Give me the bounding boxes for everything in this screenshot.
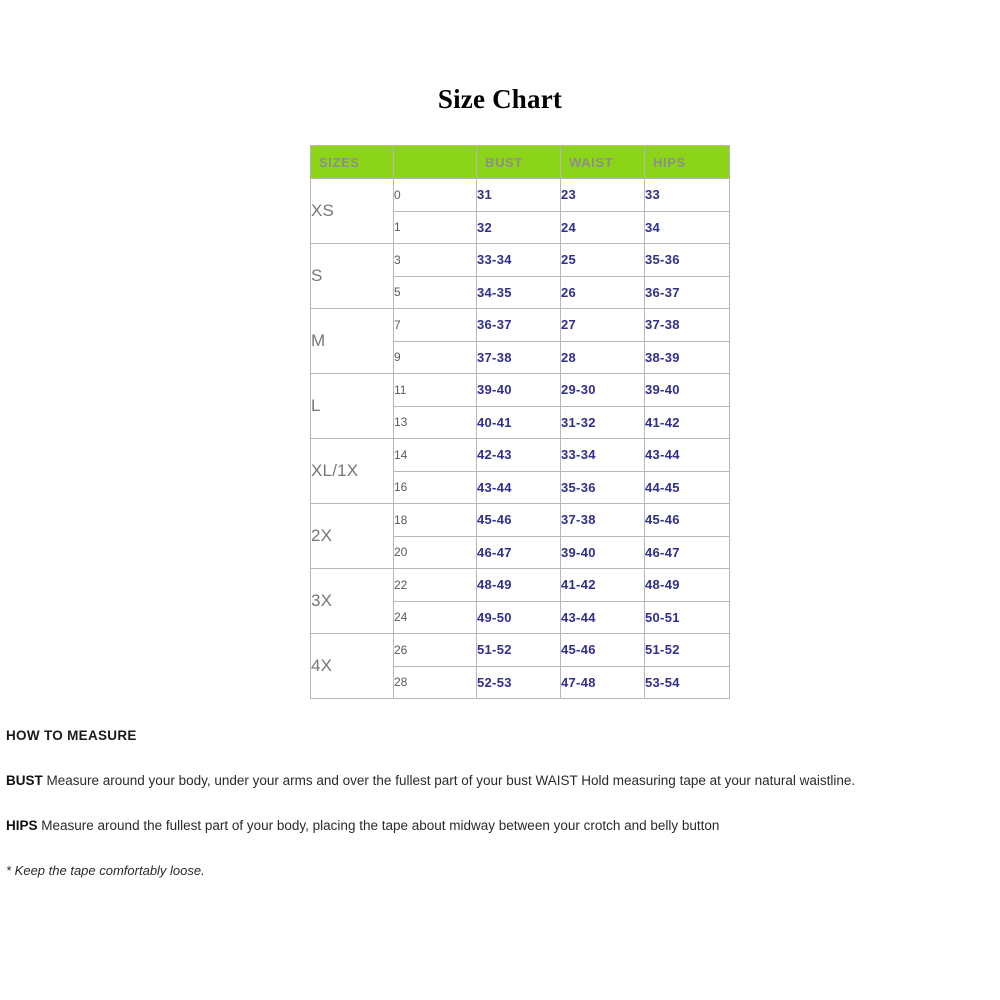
hips-value: 38-39 xyxy=(645,341,730,374)
numeric-size: 0 xyxy=(394,179,477,212)
column-header-sizes: SIZES xyxy=(311,146,394,179)
hips-value: 43-44 xyxy=(645,439,730,472)
bust-value: 37-38 xyxy=(477,341,561,374)
size-label: M xyxy=(311,309,394,374)
bust-value: 42-43 xyxy=(477,439,561,472)
waist-value: 39-40 xyxy=(561,536,645,569)
numeric-size: 26 xyxy=(394,634,477,667)
bust-value: 46-47 xyxy=(477,536,561,569)
bust-value: 43-44 xyxy=(477,471,561,504)
size-label: L xyxy=(311,374,394,439)
bust-instruction xyxy=(6,773,994,789)
hips-value: 41-42 xyxy=(645,406,730,439)
table-row xyxy=(311,569,730,602)
hips-value: 50-51 xyxy=(645,601,730,634)
numeric-size: 28 xyxy=(394,666,477,699)
waist-value: 23 xyxy=(561,179,645,212)
table-row xyxy=(311,504,730,537)
numeric-size: 20 xyxy=(394,536,477,569)
bust-instruction-label: BUST xyxy=(6,773,43,788)
waist-value: 43-44 xyxy=(561,601,645,634)
hips-value: 46-47 xyxy=(645,536,730,569)
hips-instruction-label: HIPS xyxy=(6,818,38,834)
hips-value: 33 xyxy=(645,179,730,212)
size-label: 4X xyxy=(311,634,394,699)
page-title: Size Chart xyxy=(437,84,563,114)
table-row xyxy=(311,374,730,407)
numeric-size: 16 xyxy=(394,471,477,504)
numeric-size: 1 xyxy=(394,211,477,244)
bust-value: 39-40 xyxy=(477,374,561,407)
bust-value: 31 xyxy=(477,179,561,212)
size-label: XL/1X xyxy=(311,439,394,504)
hips-value: 37-38 xyxy=(645,309,730,342)
size-chart-table xyxy=(310,145,730,699)
hips-value: 48-49 xyxy=(645,569,730,602)
table-row xyxy=(311,634,730,667)
waist-value: 45-46 xyxy=(561,634,645,667)
hips-value: 51-52 xyxy=(645,634,730,667)
numeric-size: 5 xyxy=(394,276,477,309)
hips-value: 45-46 xyxy=(645,504,730,537)
footnote: * Keep the tape comfortably loose. xyxy=(6,863,205,879)
waist-value: 29-30 xyxy=(561,374,645,407)
waist-value: 37-38 xyxy=(561,504,645,537)
hips-instruction-text: Measure around the fullest part of your body, placing the tape about midway between your crotch and belly button xyxy=(37,818,720,834)
size-label: 2X xyxy=(311,504,394,569)
how-to-measure-section xyxy=(6,728,994,878)
waist-value: 25 xyxy=(561,244,645,277)
bust-value: 32 xyxy=(477,211,561,244)
numeric-size: 18 xyxy=(394,504,477,537)
bust-value: 51-52 xyxy=(477,634,561,667)
numeric-size: 13 xyxy=(394,406,477,439)
bust-value: 52-53 xyxy=(477,666,561,699)
column-header-waist: WAIST xyxy=(561,146,645,179)
table-row xyxy=(311,244,730,277)
table-header-row xyxy=(311,146,730,179)
how-to-measure-heading: HOW TO MEASURE xyxy=(6,728,137,743)
numeric-size: 11 xyxy=(394,374,477,407)
numeric-size: 24 xyxy=(394,601,477,634)
hips-value: 34 xyxy=(645,211,730,244)
size-label: 3X xyxy=(311,569,394,634)
table-row xyxy=(311,309,730,342)
hips-instruction xyxy=(6,818,994,834)
table-row xyxy=(311,179,730,212)
column-header-hips: HIPS xyxy=(645,146,730,179)
waist-value: 41-42 xyxy=(561,569,645,602)
bust-value: 33-34 xyxy=(477,244,561,277)
bust-value: 49-50 xyxy=(477,601,561,634)
waist-value: 47-48 xyxy=(561,666,645,699)
size-label: XS xyxy=(311,179,394,244)
waist-value: 27 xyxy=(561,309,645,342)
numeric-size: 9 xyxy=(394,341,477,374)
waist-value: 33-34 xyxy=(561,439,645,472)
waist-value: 35-36 xyxy=(561,471,645,504)
numeric-size: 7 xyxy=(394,309,477,342)
numeric-size: 3 xyxy=(394,244,477,277)
size-label: S xyxy=(311,244,394,309)
bust-value: 48-49 xyxy=(477,569,561,602)
bust-value: 34-35 xyxy=(477,276,561,309)
bust-instruction-text: Measure around your body, under your arms and over the fullest part of your bust WAIST Hold measuring tape at your natural waistline. xyxy=(42,773,856,788)
numeric-size: 22 xyxy=(394,569,477,602)
bust-value: 36-37 xyxy=(477,309,561,342)
bust-value: 45-46 xyxy=(477,504,561,537)
hips-value: 44-45 xyxy=(645,471,730,504)
table-row xyxy=(311,439,730,472)
hips-value: 36-37 xyxy=(645,276,730,309)
hips-value: 53-54 xyxy=(645,666,730,699)
waist-value: 28 xyxy=(561,341,645,374)
bust-value: 40-41 xyxy=(477,406,561,439)
numeric-size: 14 xyxy=(394,439,477,472)
table-header xyxy=(311,146,730,179)
waist-value: 31-32 xyxy=(561,406,645,439)
column-header-bust: BUST xyxy=(477,146,561,179)
hips-value: 39-40 xyxy=(645,374,730,407)
waist-value: 26 xyxy=(561,276,645,309)
waist-value: 24 xyxy=(561,211,645,244)
table-body xyxy=(311,179,730,699)
column-header-number xyxy=(394,146,477,179)
size-chart-table-container xyxy=(310,145,684,699)
hips-value: 35-36 xyxy=(645,244,730,277)
